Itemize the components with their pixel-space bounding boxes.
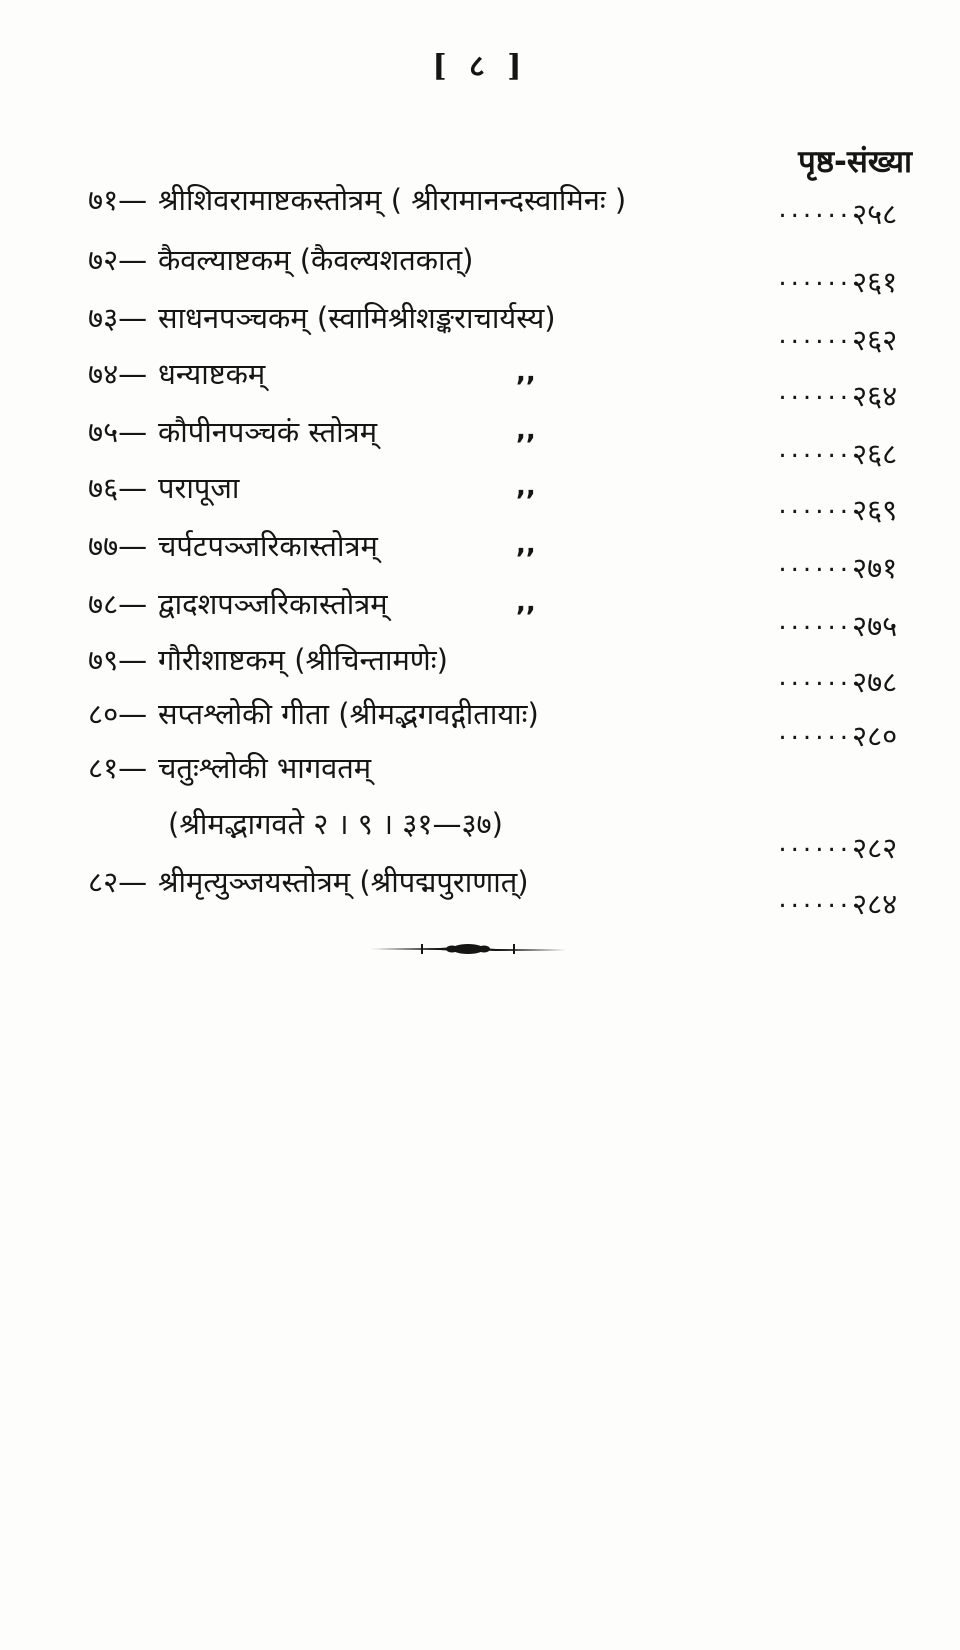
toc-entry [88, 640, 918, 700]
toc-entry [88, 862, 918, 922]
entry-subtitle: (श्रीमद्भागवते २ । ९ । ३१—३७) [168, 807, 503, 841]
entry-number: ७६— [88, 471, 148, 505]
toc-entry [88, 694, 918, 754]
entry-number: ७५— [88, 415, 148, 449]
entry-page: २६१ [852, 265, 898, 299]
ditto-mark: ,, [516, 472, 536, 502]
entry-number: ७१— [88, 183, 148, 217]
toc-entry [88, 298, 918, 358]
ditto-mark: ,, [516, 416, 536, 446]
entry-page: २७१ [852, 551, 898, 585]
dot-leader: ...... [778, 828, 852, 858]
entry-title: गौरीशाष्टकम् (श्रीचिन्तामणेः) [158, 643, 448, 677]
entry-page: २७८ [852, 665, 898, 699]
page-count-heading: पृष्ठ-संख्या [798, 144, 912, 180]
ditto-mark: ,, [516, 358, 536, 388]
page-number: [ ८ ] [432, 49, 528, 84]
toc-entry-page-line [88, 806, 918, 866]
toc-entry [88, 240, 918, 300]
entry-number: ७४— [88, 357, 148, 391]
ditto-mark: ,, [516, 588, 536, 618]
entry-title: कौपीनपञ्चकं स्तोत्रम् [158, 415, 378, 449]
dot-leader: ...... [778, 262, 852, 292]
dot-leader: ...... [778, 662, 852, 692]
entry-page: २८२ [852, 831, 898, 865]
entry-number: ८१— [88, 751, 148, 785]
entry-page: २७५ [852, 609, 898, 643]
entry-number: ७९— [88, 643, 148, 677]
toc-entry [88, 748, 918, 808]
ornamental-divider [370, 938, 566, 960]
entry-page: २८४ [852, 887, 898, 921]
ditto-mark: ,, [516, 530, 536, 560]
dot-leader: ...... [778, 194, 852, 224]
entry-title: परापूजा [158, 471, 240, 505]
dot-leader: ...... [778, 548, 852, 578]
entry-title: सप्तश्लोकी गीता (श्रीमद्भगवद्गीतायाः) [158, 697, 539, 731]
toc-entry [88, 180, 918, 240]
entry-title: श्रीमृत्युञ्जयस्तोत्रम् (श्रीपद्मपुराणात्) [158, 865, 529, 899]
entry-page: २६४ [852, 379, 898, 413]
entry-number: ८०— [88, 697, 148, 731]
dot-leader: ...... [778, 606, 852, 636]
entry-page: २६८ [852, 437, 898, 471]
dot-leader: ...... [778, 884, 852, 914]
entry-title: साधनपञ्चकम् (स्वामिश्रीशङ्कराचार्यस्य) [158, 301, 556, 335]
dot-leader: ...... [778, 320, 852, 350]
entry-title: चतुःश्लोकी भागवतम् [158, 751, 372, 785]
entry-page: २६२ [852, 323, 898, 357]
dot-leader: ...... [778, 716, 852, 746]
toc-entry [88, 584, 918, 644]
entry-title: द्वादशपञ्जरिकास्तोत्रम् [158, 587, 388, 621]
entry-page: २६९ [852, 493, 898, 527]
entry-title: श्रीशिवरामाष्टकस्तोत्रम् ( श्रीरामानन्दस्वामिनः ) [158, 183, 627, 217]
entry-page: २५८ [852, 197, 898, 231]
toc-entry [88, 354, 918, 414]
entry-number: ७३— [88, 301, 148, 335]
toc-entry [88, 468, 918, 528]
entry-title: चर्पटपञ्जरिकास्तोत्रम् [158, 529, 378, 563]
entry-number: ८२— [88, 865, 148, 899]
entry-page: २८० [852, 719, 898, 753]
toc-entry [88, 412, 918, 472]
entry-number: ७८— [88, 587, 148, 621]
entry-title: धन्याष्टकम् [158, 357, 266, 391]
entry-number: ७२— [88, 243, 148, 277]
entry-number: ७७— [88, 529, 148, 563]
entry-title: कैवल्याष्टकम् (कैवल्यशतकात्) [158, 243, 474, 277]
dot-leader: ...... [778, 490, 852, 520]
dot-leader: ...... [778, 434, 852, 464]
dot-leader: ...... [778, 376, 852, 406]
toc-entry [88, 526, 918, 586]
